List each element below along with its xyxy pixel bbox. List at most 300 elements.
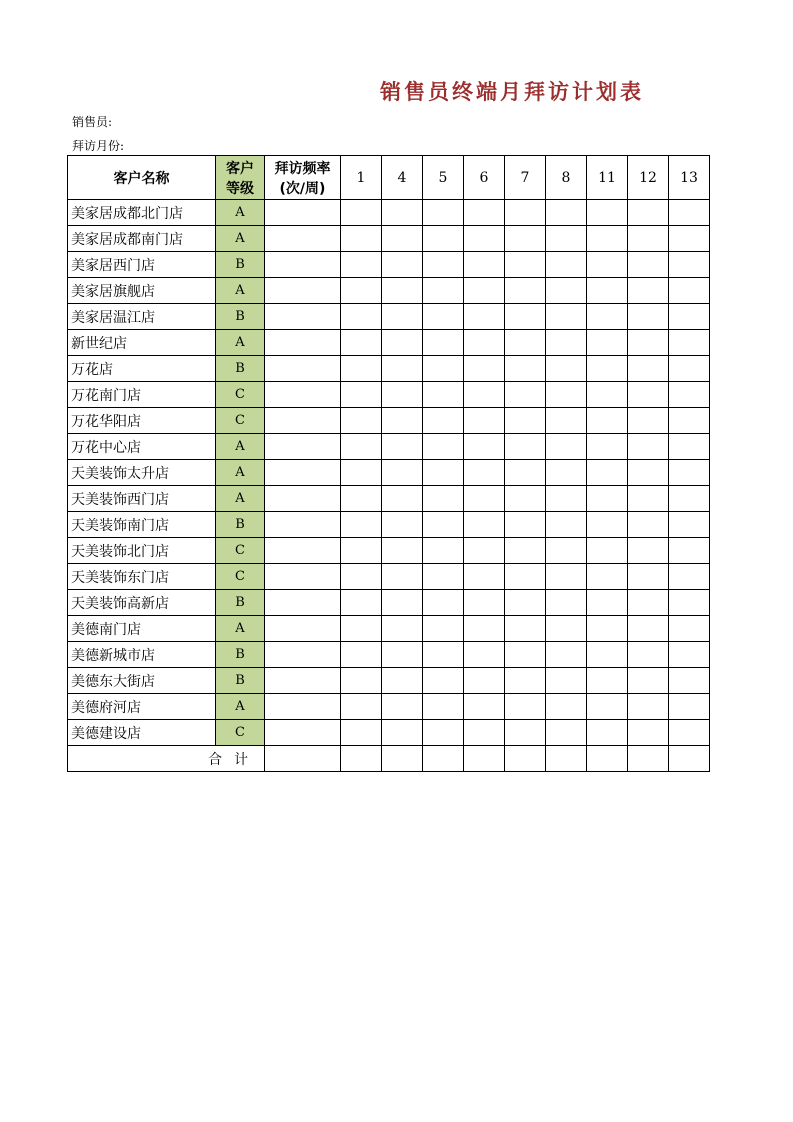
table-row <box>68 252 710 278</box>
entry-cell[interactable] <box>423 226 464 252</box>
entry-cell[interactable] <box>265 642 341 668</box>
customer-grade: A <box>216 616 265 642</box>
entry-cell[interactable] <box>464 330 505 356</box>
customer-grade: A <box>216 460 265 486</box>
entry-cell[interactable] <box>505 278 546 304</box>
entry-cell[interactable] <box>628 694 669 720</box>
entry-cell[interactable] <box>546 590 587 616</box>
customer-name: 新世纪店 <box>68 330 216 356</box>
entry-cell[interactable] <box>423 252 464 278</box>
entry-cell[interactable] <box>587 616 628 642</box>
entry-cell[interactable] <box>423 590 464 616</box>
entry-cell[interactable] <box>505 720 546 746</box>
entry-cell[interactable] <box>546 252 587 278</box>
entry-cell[interactable] <box>341 434 382 460</box>
entry-cell[interactable] <box>423 720 464 746</box>
entry-cell[interactable] <box>546 694 587 720</box>
entry-cell[interactable] <box>628 720 669 746</box>
customer-grade: C <box>216 408 265 434</box>
customer-name: 天美装饰西门店 <box>68 486 216 512</box>
entry-cell[interactable] <box>505 226 546 252</box>
entry-cell[interactable] <box>628 512 669 538</box>
customer-grade: B <box>216 356 265 382</box>
entry-cell[interactable] <box>669 642 710 668</box>
entry-cell[interactable] <box>265 668 341 694</box>
customer-name: 美家居成都南门店 <box>68 226 216 252</box>
entry-cell[interactable] <box>382 252 423 278</box>
entry-cell[interactable] <box>423 200 464 226</box>
entry-cell[interactable] <box>464 720 505 746</box>
entry-cell[interactable] <box>464 252 505 278</box>
entry-cell[interactable] <box>265 356 341 382</box>
header-visit-frequency: 拜访频率(次/周) <box>265 156 341 200</box>
entry-cell[interactable] <box>669 356 710 382</box>
entry-cell[interactable] <box>669 590 710 616</box>
entry-cell[interactable] <box>382 408 423 434</box>
customer-name: 美德府河店 <box>68 694 216 720</box>
customer-name: 美家居旗舰店 <box>68 278 216 304</box>
customer-name: 万花店 <box>68 356 216 382</box>
entry-cell[interactable] <box>628 356 669 382</box>
customer-grade: A <box>216 330 265 356</box>
customer-grade: B <box>216 252 265 278</box>
entry-cell[interactable] <box>382 642 423 668</box>
entry-cell[interactable] <box>423 694 464 720</box>
total-cell[interactable] <box>464 746 505 772</box>
header-day: 12 <box>628 156 669 200</box>
entry-cell[interactable] <box>464 538 505 564</box>
entry-cell[interactable] <box>546 538 587 564</box>
entry-cell[interactable] <box>669 226 710 252</box>
entry-cell[interactable] <box>464 668 505 694</box>
entry-cell[interactable] <box>546 278 587 304</box>
entry-cell[interactable] <box>423 668 464 694</box>
entry-cell[interactable] <box>341 330 382 356</box>
entry-cell[interactable] <box>464 694 505 720</box>
entry-cell[interactable] <box>341 278 382 304</box>
customer-name: 天美装饰太升店 <box>68 460 216 486</box>
entry-cell[interactable] <box>669 330 710 356</box>
entry-cell[interactable] <box>265 538 341 564</box>
entry-cell[interactable] <box>464 304 505 330</box>
customer-name: 天美装饰高新店 <box>68 590 216 616</box>
header-customer-name: 客户名称 <box>68 156 216 200</box>
entry-cell[interactable] <box>669 694 710 720</box>
table-row <box>68 486 710 512</box>
entry-cell[interactable] <box>265 226 341 252</box>
customer-grade: C <box>216 382 265 408</box>
entry-cell[interactable] <box>587 434 628 460</box>
entry-cell[interactable] <box>341 564 382 590</box>
entry-cell[interactable] <box>587 356 628 382</box>
entry-cell[interactable] <box>669 486 710 512</box>
total-cell[interactable] <box>587 746 628 772</box>
entry-cell[interactable] <box>341 252 382 278</box>
entry-cell[interactable] <box>265 720 341 746</box>
entry-cell[interactable] <box>669 304 710 330</box>
customer-name: 美家居西门店 <box>68 252 216 278</box>
entry-cell[interactable] <box>423 460 464 486</box>
total-cell[interactable] <box>382 746 423 772</box>
entry-cell[interactable] <box>341 642 382 668</box>
entry-cell[interactable] <box>341 408 382 434</box>
total-cell[interactable] <box>669 746 710 772</box>
customer-grade: B <box>216 512 265 538</box>
entry-cell[interactable] <box>669 720 710 746</box>
entry-cell[interactable] <box>464 486 505 512</box>
header-day: 1 <box>341 156 382 200</box>
customer-grade: A <box>216 226 265 252</box>
entry-cell[interactable] <box>546 642 587 668</box>
entry-cell[interactable] <box>423 408 464 434</box>
entry-cell[interactable] <box>587 538 628 564</box>
header-day: 7 <box>505 156 546 200</box>
entry-cell[interactable] <box>382 278 423 304</box>
table-row <box>68 720 710 746</box>
customer-name: 美德东大街店 <box>68 668 216 694</box>
entry-cell[interactable] <box>546 668 587 694</box>
entry-cell[interactable] <box>265 564 341 590</box>
entry-cell[interactable] <box>669 460 710 486</box>
entry-cell[interactable] <box>341 356 382 382</box>
table-row <box>68 226 710 252</box>
entry-cell[interactable] <box>464 616 505 642</box>
entry-cell[interactable] <box>464 226 505 252</box>
entry-cell[interactable] <box>546 200 587 226</box>
entry-cell[interactable] <box>464 434 505 460</box>
entry-cell[interactable] <box>546 434 587 460</box>
entry-cell[interactable] <box>587 642 628 668</box>
entry-cell[interactable] <box>628 486 669 512</box>
entry-cell[interactable] <box>265 408 341 434</box>
entry-cell[interactable] <box>423 356 464 382</box>
total-cell[interactable] <box>423 746 464 772</box>
header-day: 6 <box>464 156 505 200</box>
entry-cell[interactable] <box>382 512 423 538</box>
entry-cell[interactable] <box>587 252 628 278</box>
total-cell[interactable] <box>505 746 546 772</box>
entry-cell[interactable] <box>341 512 382 538</box>
customer-grade: A <box>216 200 265 226</box>
entry-cell[interactable] <box>341 538 382 564</box>
table-row <box>68 304 710 330</box>
customer-grade: A <box>216 694 265 720</box>
entry-cell[interactable] <box>265 694 341 720</box>
table-row <box>68 590 710 616</box>
table-row <box>68 200 710 226</box>
total-row <box>68 746 710 772</box>
entry-cell[interactable] <box>423 616 464 642</box>
entry-cell[interactable] <box>505 434 546 460</box>
entry-cell[interactable] <box>587 460 628 486</box>
entry-cell[interactable] <box>341 460 382 486</box>
entry-cell[interactable] <box>587 200 628 226</box>
entry-cell[interactable] <box>382 434 423 460</box>
entry-cell[interactable] <box>546 226 587 252</box>
entry-cell[interactable] <box>505 694 546 720</box>
header-day: 8 <box>546 156 587 200</box>
entry-cell[interactable] <box>628 434 669 460</box>
header-customer-grade: 客户等级 <box>216 156 265 200</box>
entry-cell[interactable] <box>669 512 710 538</box>
table-row <box>68 642 710 668</box>
entry-cell[interactable] <box>464 642 505 668</box>
entry-cell[interactable] <box>423 434 464 460</box>
table-row <box>68 278 710 304</box>
entry-cell[interactable] <box>505 486 546 512</box>
entry-cell[interactable] <box>265 434 341 460</box>
customer-name: 万花南门店 <box>68 382 216 408</box>
salesperson-label: 销售员: <box>72 115 113 129</box>
total-cell[interactable] <box>265 746 341 772</box>
entry-cell[interactable] <box>505 538 546 564</box>
table-row <box>68 512 710 538</box>
entry-cell[interactable] <box>505 590 546 616</box>
entry-cell[interactable] <box>587 226 628 252</box>
entry-cell[interactable] <box>587 720 628 746</box>
entry-cell[interactable] <box>423 278 464 304</box>
customer-name: 万花华阳店 <box>68 408 216 434</box>
entry-cell[interactable] <box>669 564 710 590</box>
entry-cell[interactable] <box>265 304 341 330</box>
entry-cell[interactable] <box>628 278 669 304</box>
table-row <box>68 694 710 720</box>
entry-cell[interactable] <box>423 642 464 668</box>
table-row <box>68 668 710 694</box>
entry-cell[interactable] <box>628 408 669 434</box>
entry-cell[interactable] <box>423 330 464 356</box>
entry-cell[interactable] <box>546 486 587 512</box>
table-row <box>68 564 710 590</box>
entry-cell[interactable] <box>464 200 505 226</box>
entry-cell[interactable] <box>464 512 505 538</box>
customer-grade: A <box>216 486 265 512</box>
entry-cell[interactable] <box>382 460 423 486</box>
table-row <box>68 356 710 382</box>
entry-cell[interactable] <box>505 616 546 642</box>
customer-name: 美德南门店 <box>68 616 216 642</box>
entry-cell[interactable] <box>587 304 628 330</box>
entry-cell[interactable] <box>341 694 382 720</box>
header-day: 13 <box>669 156 710 200</box>
entry-cell[interactable] <box>587 564 628 590</box>
entry-cell[interactable] <box>382 304 423 330</box>
entry-cell[interactable] <box>505 252 546 278</box>
entry-cell[interactable] <box>546 356 587 382</box>
total-cell[interactable] <box>341 746 382 772</box>
customer-grade: C <box>216 538 265 564</box>
entry-cell[interactable] <box>587 694 628 720</box>
entry-cell[interactable] <box>505 564 546 590</box>
entry-cell[interactable] <box>505 304 546 330</box>
entry-cell[interactable] <box>265 252 341 278</box>
entry-cell[interactable] <box>505 408 546 434</box>
entry-cell[interactable] <box>505 460 546 486</box>
entry-cell[interactable] <box>505 512 546 538</box>
customer-grade: C <box>216 564 265 590</box>
entry-cell[interactable] <box>464 564 505 590</box>
entry-cell[interactable] <box>265 382 341 408</box>
entry-cell[interactable] <box>265 460 341 486</box>
entry-cell[interactable] <box>382 564 423 590</box>
customer-name: 美德建设店 <box>68 720 216 746</box>
entry-cell[interactable] <box>382 382 423 408</box>
entry-cell[interactable] <box>341 304 382 330</box>
entry-cell[interactable] <box>546 304 587 330</box>
table-row <box>68 434 710 460</box>
entry-cell[interactable] <box>669 668 710 694</box>
customer-name: 美家居成都北门店 <box>68 200 216 226</box>
total-cell[interactable] <box>546 746 587 772</box>
entry-cell[interactable] <box>382 200 423 226</box>
entry-cell[interactable] <box>669 252 710 278</box>
entry-cell[interactable] <box>382 356 423 382</box>
entry-cell[interactable] <box>628 642 669 668</box>
entry-cell[interactable] <box>464 460 505 486</box>
entry-cell[interactable] <box>628 330 669 356</box>
entry-cell[interactable] <box>265 512 341 538</box>
entry-cell[interactable] <box>423 538 464 564</box>
table-row <box>68 382 710 408</box>
entry-cell[interactable] <box>546 408 587 434</box>
entry-cell[interactable] <box>546 720 587 746</box>
visit-plan-table <box>67 155 710 772</box>
entry-cell[interactable] <box>464 590 505 616</box>
customer-grade: B <box>216 590 265 616</box>
total-cell[interactable] <box>628 746 669 772</box>
entry-cell[interactable] <box>382 486 423 512</box>
entry-cell[interactable] <box>382 616 423 642</box>
entry-cell[interactable] <box>265 616 341 642</box>
entry-cell[interactable] <box>265 590 341 616</box>
entry-cell[interactable] <box>587 408 628 434</box>
table-row <box>68 460 710 486</box>
entry-cell[interactable] <box>669 408 710 434</box>
entry-cell[interactable] <box>628 200 669 226</box>
entry-cell[interactable] <box>669 434 710 460</box>
entry-cell[interactable] <box>464 356 505 382</box>
customer-grade: B <box>216 304 265 330</box>
header-day: 11 <box>587 156 628 200</box>
entry-cell[interactable] <box>341 486 382 512</box>
entry-cell[interactable] <box>505 642 546 668</box>
entry-cell[interactable] <box>587 330 628 356</box>
entry-cell[interactable] <box>628 460 669 486</box>
entry-cell[interactable] <box>587 590 628 616</box>
customer-grade: C <box>216 720 265 746</box>
entry-cell[interactable] <box>628 668 669 694</box>
entry-cell[interactable] <box>423 564 464 590</box>
entry-cell[interactable] <box>505 330 546 356</box>
entry-cell[interactable] <box>464 278 505 304</box>
entry-cell[interactable] <box>505 382 546 408</box>
entry-cell[interactable] <box>587 668 628 694</box>
entry-cell[interactable] <box>423 382 464 408</box>
visit-month-label: 拜访月份: <box>72 139 125 153</box>
table-row <box>68 408 710 434</box>
table-row <box>68 538 710 564</box>
entry-cell[interactable] <box>546 330 587 356</box>
entry-cell[interactable] <box>628 304 669 330</box>
entry-cell[interactable] <box>669 382 710 408</box>
entry-cell[interactable] <box>382 720 423 746</box>
entry-cell[interactable] <box>669 200 710 226</box>
entry-cell[interactable] <box>265 200 341 226</box>
entry-cell[interactable] <box>341 590 382 616</box>
entry-cell[interactable] <box>628 616 669 642</box>
customer-name: 美德新城市店 <box>68 642 216 668</box>
entry-cell[interactable] <box>505 200 546 226</box>
entry-cell[interactable] <box>464 408 505 434</box>
entry-cell[interactable] <box>382 590 423 616</box>
page-title: 销售员终端月拜访计划表 <box>380 80 644 104</box>
entry-cell[interactable] <box>382 226 423 252</box>
customer-grade: B <box>216 668 265 694</box>
entry-cell[interactable] <box>669 616 710 642</box>
entry-cell[interactable] <box>628 590 669 616</box>
entry-cell[interactable] <box>587 278 628 304</box>
entry-cell[interactable] <box>382 330 423 356</box>
entry-cell[interactable] <box>587 512 628 538</box>
entry-cell[interactable] <box>546 616 587 642</box>
entry-cell[interactable] <box>464 382 505 408</box>
total-label: 合计 <box>68 746 265 772</box>
entry-cell[interactable] <box>382 694 423 720</box>
table-row <box>68 330 710 356</box>
entry-cell[interactable] <box>587 486 628 512</box>
entry-cell[interactable] <box>341 382 382 408</box>
entry-cell[interactable] <box>669 538 710 564</box>
entry-cell[interactable] <box>628 538 669 564</box>
entry-cell[interactable] <box>265 330 341 356</box>
entry-cell[interactable] <box>341 226 382 252</box>
entry-cell[interactable] <box>505 356 546 382</box>
customer-grade: A <box>216 278 265 304</box>
entry-cell[interactable] <box>628 564 669 590</box>
entry-cell[interactable] <box>265 486 341 512</box>
entry-cell[interactable] <box>505 668 546 694</box>
table-row <box>68 616 710 642</box>
entry-cell[interactable] <box>546 460 587 486</box>
entry-cell[interactable] <box>546 382 587 408</box>
entry-cell[interactable] <box>341 616 382 642</box>
entry-cell[interactable] <box>587 382 628 408</box>
entry-cell[interactable] <box>546 512 587 538</box>
header-day: 5 <box>423 156 464 200</box>
entry-cell[interactable] <box>341 668 382 694</box>
entry-cell[interactable] <box>382 538 423 564</box>
entry-cell[interactable] <box>341 720 382 746</box>
customer-name: 美家居温江店 <box>68 304 216 330</box>
entry-cell[interactable] <box>628 252 669 278</box>
customer-grade: B <box>216 642 265 668</box>
entry-cell[interactable] <box>341 200 382 226</box>
customer-name: 万花中心店 <box>68 434 216 460</box>
entry-cell[interactable] <box>669 278 710 304</box>
entry-cell[interactable] <box>265 278 341 304</box>
customer-grade: A <box>216 434 265 460</box>
entry-cell[interactable] <box>423 486 464 512</box>
entry-cell[interactable] <box>628 382 669 408</box>
customer-name: 天美装饰北门店 <box>68 538 216 564</box>
entry-cell[interactable] <box>423 512 464 538</box>
entry-cell[interactable] <box>628 226 669 252</box>
entry-cell[interactable] <box>423 304 464 330</box>
customer-name: 天美装饰南门店 <box>68 512 216 538</box>
entry-cell[interactable] <box>382 668 423 694</box>
entry-cell[interactable] <box>546 564 587 590</box>
header-day: 4 <box>382 156 423 200</box>
